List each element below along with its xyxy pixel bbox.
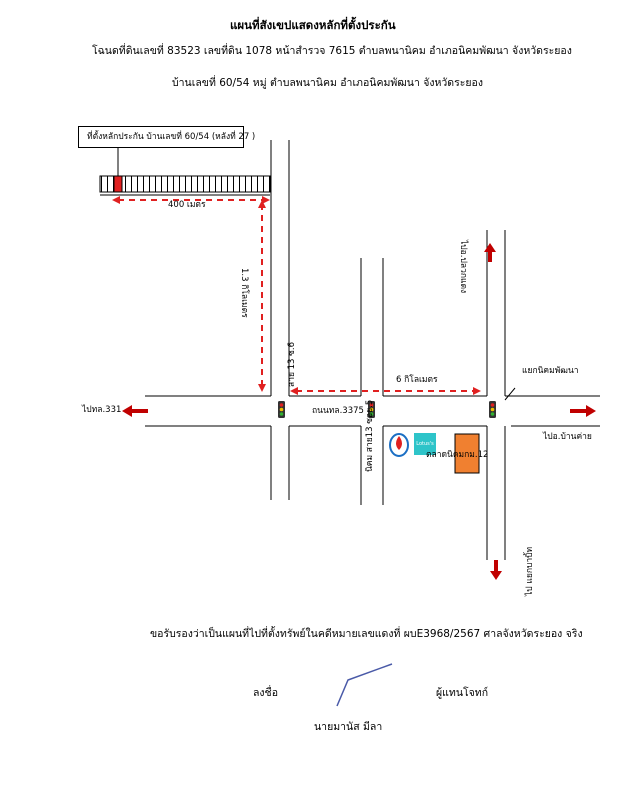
sign-label: ลงชื่อ (253, 687, 278, 699)
arrow-north-icon (484, 243, 496, 262)
dist-6km-arrow-left (290, 387, 298, 395)
arrow-east-icon (570, 405, 596, 417)
dist-6km-arrow-right (473, 387, 481, 395)
label-to-331: ไปทล.331 (82, 405, 122, 415)
label-400m: 400 เมตร (168, 200, 206, 210)
dist-400-arrow-left (112, 196, 120, 204)
label-13km: 1.3 กิโลเมตร (239, 268, 249, 318)
traffic-light-icon (278, 401, 285, 418)
label-road-13-6: สาย 13 ซ.6 (287, 341, 297, 387)
label-to-north: ไปอ.ปลวกแดง (458, 240, 468, 294)
label-junction: แยกนิคมพัฒนา (522, 366, 579, 376)
collateral-callout: ที่ตั้งหลักประกัน บ้านเลขที่ 60/54 (หลังที่ 27 ) (78, 126, 244, 148)
dist-13km-arrow-bottom (258, 384, 266, 392)
label-road-3375: ถนนทล.3375 (312, 406, 364, 416)
address-line: บ้านเลขที่ 60/54 หมู่ ตำบลพนานิคม อำเภอนิคมพัฒนา จังหวัดระยอง (172, 77, 483, 89)
label-6km: 6 กิโลเมตร (396, 375, 438, 385)
collateral-house-marker (114, 176, 122, 192)
signer-name: นายมานัส มีลา (314, 721, 383, 733)
label-to-south: ไป แยกบาบิ้ท (525, 546, 535, 596)
arrow-west-icon (122, 405, 148, 417)
label-road-13-5: นิคม สาย13 ซอย.5 (365, 399, 375, 472)
ptt-station-icon (390, 434, 408, 456)
label-to-east: ไปอ.บ้านค่าย (543, 432, 592, 442)
traffic-light-icon (489, 401, 496, 418)
lotus-logo: Lotus's (414, 433, 436, 455)
house-row (100, 176, 270, 192)
signer-role: ผู้แทนโจทก์ (436, 687, 489, 699)
certification-text: ขอรับรองว่าเป็นแผนที่ไปที่ตั้งทรัพย์ในคดีหมายเลขแดงที่ ผบE3968/2567 ศาลจังหวัดระยอง จริง (150, 628, 583, 640)
signature (337, 664, 392, 706)
junction-label-pointer (505, 388, 515, 400)
arrow-south-icon (490, 560, 502, 580)
label-market: ตลาดนิคมกม.12 (426, 450, 489, 460)
map-title: แผนที่สังเขปแสดงหลักที่ตั้งประกัน (230, 18, 396, 32)
deed-line: โฉนดที่ดินเลขที่ 83523 เลขที่ดิน 1078 หน้าสำรวจ 7615 ตำบลพนานิคม อำเภอนิคมพัฒนา จังหวัดระยอง (92, 45, 572, 57)
